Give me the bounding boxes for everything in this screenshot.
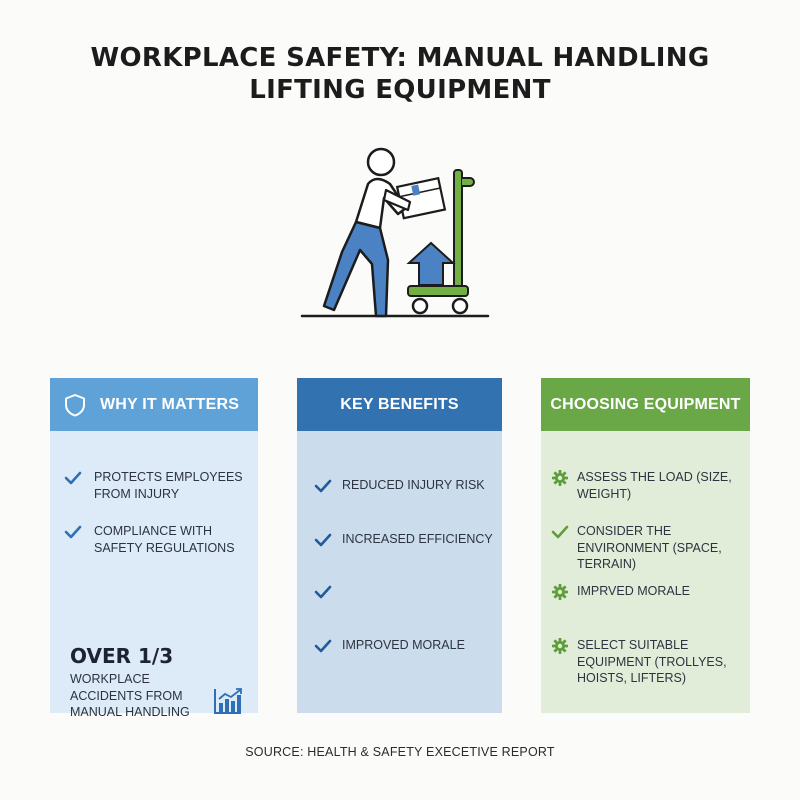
check-icon <box>314 583 332 601</box>
gear-icon <box>551 469 569 487</box>
card-key-benefits-body <box>297 431 502 713</box>
card-key-benefits <box>297 378 502 713</box>
check-icon <box>64 469 82 487</box>
check-icon <box>64 523 82 541</box>
card-key-benefits-title: KEY BENEFITS <box>340 395 459 413</box>
card-choosing-equipment-header <box>541 378 750 431</box>
check-icon <box>314 477 332 495</box>
gear-icon <box>551 583 569 601</box>
title-line-2: LIFTING EQUIPMENT <box>249 75 551 105</box>
card-why-it-matters-body <box>50 431 258 719</box>
person-pushing-box-on-trolley-icon <box>298 140 502 325</box>
list-item-text: IMPRVED MORALE <box>577 584 690 598</box>
list-item <box>297 637 502 655</box>
card-choosing-equipment-title: CHOOSING EQUIPMENT <box>550 395 741 413</box>
list-item-text: REDUCED INJURY RISK <box>342 478 485 492</box>
card-why-it-matters-header <box>50 378 258 431</box>
list-item-text: SELECT SUITABLE EQUIPMENT (TROLLYES, HOISTS, LIFTERS) <box>577 638 727 685</box>
card-key-benefits-header <box>297 378 502 431</box>
check-icon <box>551 523 569 541</box>
card-why-it-matters <box>50 378 258 719</box>
shield-icon <box>64 393 86 417</box>
list-item-text: PROTECTS EMPLOYEES FROM INJURY <box>94 470 243 501</box>
list-item <box>50 469 258 502</box>
stat-value: OVER 1/3 <box>70 644 174 668</box>
card-why-it-matters-title: WHY IT MATTERS <box>100 395 240 413</box>
list-item <box>541 469 750 502</box>
list-item-text: COMPLIANCE WITH SAFETY REGULATIONS <box>94 524 235 555</box>
list-item <box>541 583 750 601</box>
stat-description: WORKPLACE ACCIDENTS FROM MANUAL HANDLING <box>70 672 190 719</box>
page-title <box>0 42 800 106</box>
title-line-1: WORKPLACE SAFETY: MANUAL HANDLING <box>90 43 710 73</box>
check-icon <box>314 531 332 549</box>
list-item <box>297 477 502 495</box>
list-item <box>297 583 502 601</box>
list-item <box>297 531 502 549</box>
list-item-text: CONSIDER THE ENVIRONMENT (SPACE, TERRAIN) <box>577 524 722 571</box>
list-item-text: IMPROVED MORALE <box>342 638 465 652</box>
card-choosing-equipment-body <box>541 431 750 713</box>
gear-icon <box>551 637 569 655</box>
card-choosing-equipment <box>541 378 750 713</box>
source-note: SOURCE: HEALTH & SAFETY EXECETIVE REPORT <box>245 745 555 759</box>
list-item <box>541 523 750 573</box>
list-item <box>50 523 258 556</box>
list-item-text: INCREASED EFFICIENCY <box>342 532 493 546</box>
check-icon <box>314 637 332 655</box>
list-item-text: ASSESS THE LOAD (SIZE, WEIGHT) <box>577 470 732 501</box>
bar-chart-icon <box>213 687 243 715</box>
list-item <box>541 637 750 687</box>
